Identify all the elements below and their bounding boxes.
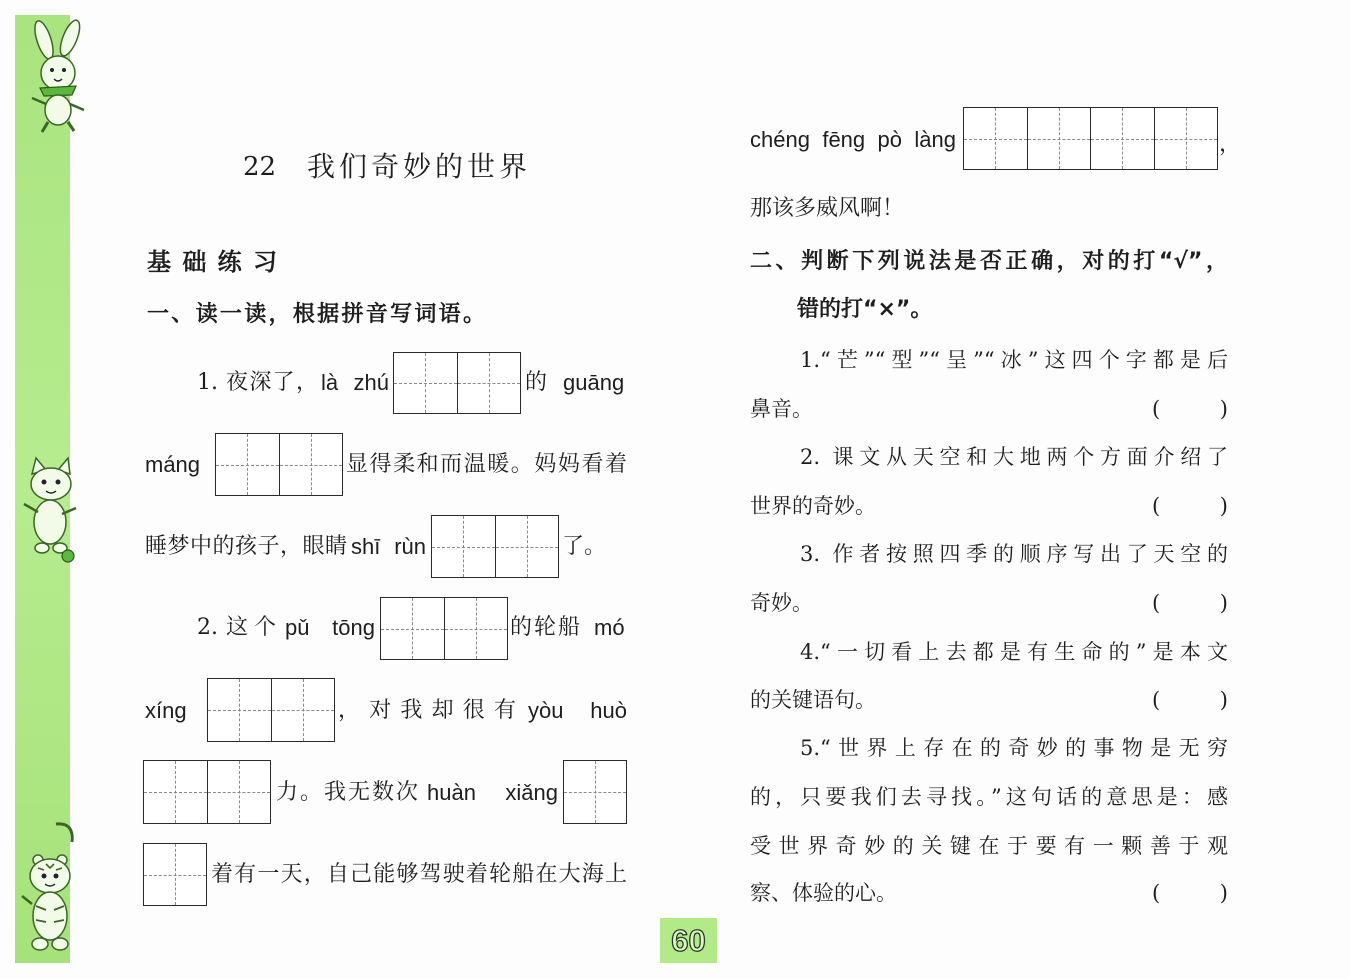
pinyin-guang: guāng	[563, 370, 625, 395]
grid-cell[interactable]	[394, 353, 457, 413]
pinyin-mo: mó	[594, 615, 625, 640]
q1-text: 显得柔和而温暖。妈妈看着	[346, 452, 627, 477]
grid-cell[interactable]	[964, 108, 1027, 169]
judge-item-1: 鼻音。	[750, 397, 813, 421]
answer-box-la-zhu[interactable]	[393, 352, 521, 414]
grid-cell[interactable]	[495, 516, 559, 577]
judge-item-2: 世界的奇妙。	[750, 494, 876, 518]
q2-text: 的轮船	[510, 615, 580, 640]
answer-bracket-4[interactable]	[1152, 685, 1228, 715]
bracket-close: )	[1219, 591, 1228, 615]
judge-item-1: 1.“芒”“型”“呈”“冰”这四个字都是后	[800, 348, 1228, 372]
bracket-close: )	[1219, 397, 1228, 421]
grid-cell[interactable]	[144, 844, 206, 905]
grid-cell[interactable]	[1090, 108, 1154, 169]
bracket-close: )	[1219, 688, 1228, 712]
grid-cell[interactable]	[432, 516, 495, 577]
page-number: 60	[660, 918, 717, 963]
answer-box-cheng-feng-po-lang[interactable]	[963, 107, 1218, 170]
answer-box-mo-xing[interactable]	[207, 678, 335, 742]
judge-item-5: 察、体验的心。	[750, 881, 897, 905]
q2-number: 2.	[197, 615, 218, 640]
q1-text: 睡梦中的孩子，眼睛	[145, 534, 347, 559]
grid-cell[interactable]	[216, 434, 279, 495]
q2-text: 这个	[226, 615, 276, 640]
judge-item-5: 的，只要我们去寻找。”这句话的意思是：感	[750, 785, 1228, 809]
pinyin-pu-tong: pǔ tōng	[285, 615, 375, 640]
bracket-close: )	[1219, 494, 1228, 518]
judge-item-4: 的关键语句。	[750, 688, 876, 712]
q2-text: ，	[1219, 132, 1242, 157]
grid-cell[interactable]	[279, 434, 343, 495]
exercise2-instruction: 二、判断下列说法是否正确，对的打“√”，	[750, 249, 1228, 274]
q1-number: 1.	[197, 370, 218, 395]
tiger-icon	[16, 820, 86, 965]
grid-cell[interactable]	[144, 761, 207, 823]
cat-icon	[16, 452, 86, 564]
q2-text: 那该多威风啊！	[750, 196, 905, 221]
grid-cell[interactable]	[1027, 108, 1091, 169]
section-heading: 基础练习	[147, 248, 277, 276]
answer-box-guang-mang[interactable]	[215, 433, 343, 496]
answer-box-huan-xiang-part2[interactable]	[143, 843, 207, 906]
bracket-open: (	[1152, 688, 1161, 712]
exercise1-instruction: 一、读一读，根据拼音写词语。	[147, 302, 485, 327]
answer-box-huan-xiang-part1[interactable]	[563, 760, 627, 824]
pinyin-cheng-feng-po-lang: chéng fēng pò làng	[750, 127, 956, 152]
pinyin-shi-run: shī rùn	[351, 534, 426, 559]
bracket-open: (	[1152, 494, 1161, 518]
bracket-open: (	[1152, 881, 1161, 905]
answer-bracket-1[interactable]	[1152, 394, 1228, 424]
bracket-close: )	[1219, 881, 1228, 905]
judge-item-3: 3. 作者按照四季的顺序写出了天空的	[800, 542, 1228, 566]
exercise2-instruction: 错的打“×”。	[797, 297, 933, 322]
grid-cell[interactable]	[564, 761, 626, 823]
grid-cell[interactable]	[207, 761, 271, 823]
lesson-title: 我们奇妙的世界	[307, 150, 527, 183]
grid-cell[interactable]	[381, 598, 444, 659]
bracket-open: (	[1152, 397, 1161, 421]
answer-bracket-3[interactable]	[1152, 588, 1228, 618]
q1-text: 的	[525, 370, 548, 395]
judge-item-5: 5.“世界上存在的奇妙的事物是无穷	[800, 736, 1228, 760]
grid-cell[interactable]	[271, 679, 335, 741]
grid-cell[interactable]	[457, 353, 521, 413]
judge-item-3: 奇妙。	[750, 591, 813, 615]
q2-text: ，对我却很有	[338, 698, 516, 723]
grid-cell[interactable]	[1154, 108, 1218, 169]
q2-text: 力。我无数次	[276, 780, 418, 805]
lesson-number: 22	[243, 152, 277, 182]
answer-bracket-2[interactable]	[1152, 491, 1228, 521]
q1-text: 夜深了，	[226, 370, 318, 395]
answer-bracket-5[interactable]	[1152, 878, 1228, 908]
q2-text: 着有一天，自己能够驾驶着轮船在大海上	[211, 862, 627, 887]
rabbit-icon	[14, 18, 96, 136]
q1-text: 了。	[562, 534, 607, 559]
answer-box-shi-run[interactable]	[431, 515, 559, 578]
pinyin-huan-xiang: huàn xiǎng	[427, 780, 558, 805]
pinyin-la-zhu: là zhú	[321, 370, 389, 395]
judge-item-4: 4.“一切看上去都是有生命的”是本文	[800, 640, 1228, 664]
answer-box-you-huo[interactable]	[143, 760, 271, 824]
pinyin-you-huo: yòu huò	[528, 698, 627, 723]
answer-box-pu-tong[interactable]	[380, 597, 508, 660]
judge-item-5: 受世界奇妙的关键在于要有一颗善于观	[750, 834, 1228, 858]
bracket-open: (	[1152, 591, 1161, 615]
pinyin-xing: xíng	[145, 698, 187, 723]
pinyin-mang: máng	[145, 452, 201, 477]
grid-cell[interactable]	[444, 598, 508, 659]
grid-cell[interactable]	[208, 679, 271, 741]
judge-item-2: 2. 课文从天空和大地两个方面介绍了	[800, 445, 1228, 469]
